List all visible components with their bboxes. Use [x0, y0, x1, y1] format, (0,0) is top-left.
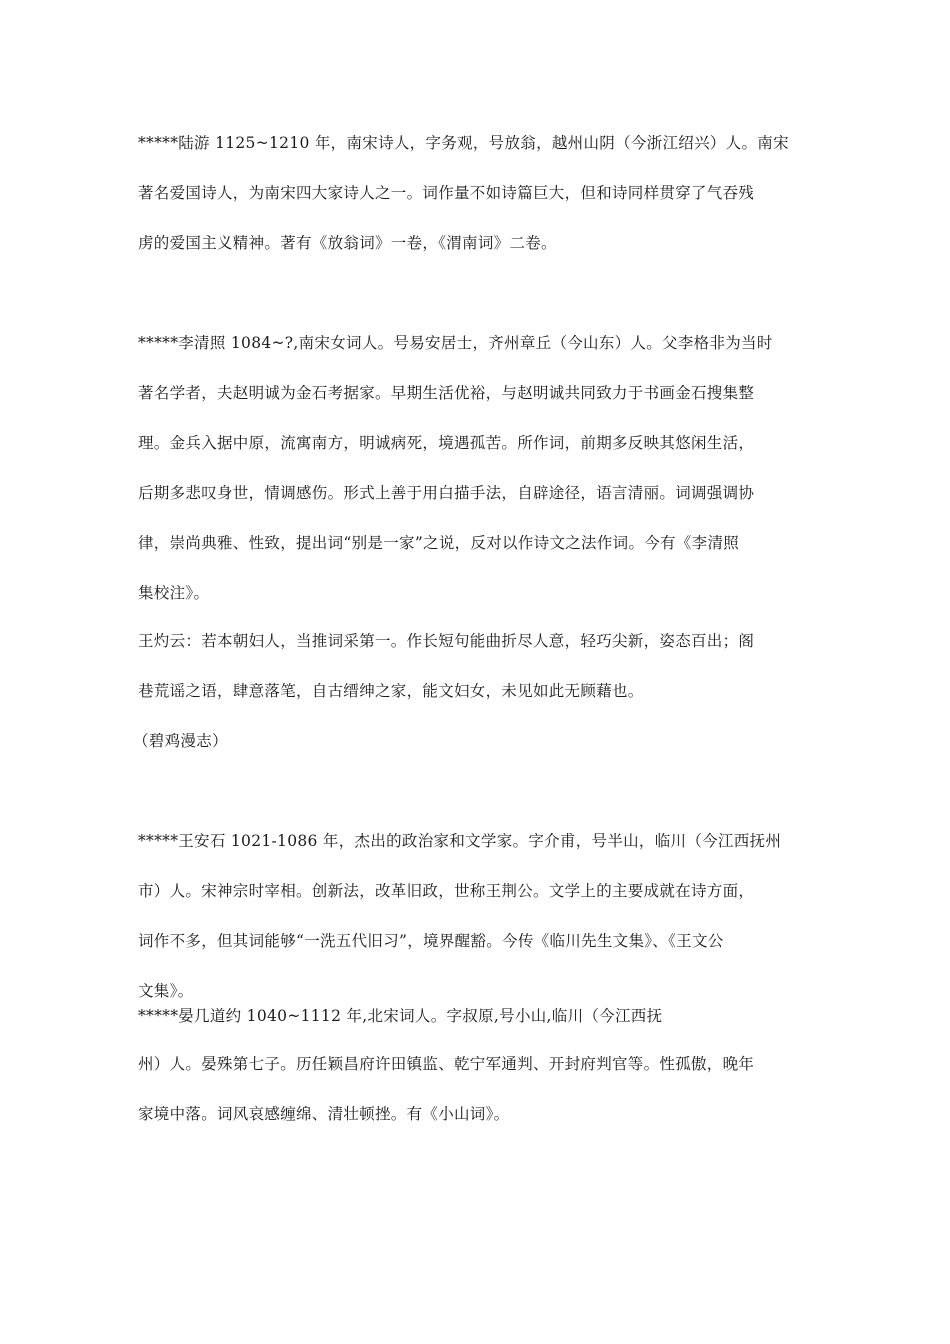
quote-wang-zhuo-line-1: 王灼云：若本朝妇人，当推词采第一。作长短句能曲折尽人意，轻巧尖新，姿态百出；阁: [138, 632, 755, 650]
paragraph-li-qingzhao-line-3: 理。金兵入据中原，流寓南方，明诚病死，境遇孤苦。所作词，前期多反映其悠闲生活，: [138, 434, 755, 452]
paragraph-li-qingzhao-line-1: *****李清照 1084~?,南宋女词人。号易安居士，齐州章丘（今山东）人。父李格非为当时: [138, 334, 773, 352]
paragraph-li-qingzhao-line-6: 集校注》。: [138, 584, 210, 602]
paragraph-lu-you-line-3: 虏的爱国主义精神。著有《放翁词》一卷，《渭南词》二卷。: [138, 234, 557, 252]
paragraph-li-qingzhao-line-4: 后期多悲叹身世，情调感伤。形式上善于用白描手法，自辟途径，语言清丽。词调强调协: [138, 484, 755, 502]
paragraph-wang-anshi-line-3: 词作不多，但其词能够“一洗五代旧习”，境界醒豁。今传《临川先生文集》、《王文公: [138, 932, 724, 950]
paragraph-lu-you-line-2: 著名爱国诗人，为南宋四大家诗人之一。词作量不如诗篇巨大，但和诗同样贯穿了气吞残: [138, 184, 755, 202]
paragraph-wang-anshi-line-4: 文集》。: [138, 982, 194, 1000]
quote-source: （碧鸡漫志）: [133, 732, 228, 750]
paragraph-li-qingzhao-line-2: 著名学者，夫赵明诚为金石考据家。早期生活优裕，与赵明诚共同致力于书画金石搜集整: [138, 384, 755, 402]
paragraph-yan-jidao-line-2: 州）人。晏殊第七子。历任颖昌府许田镇监、乾宁军通判、开封府判官等。性孤傲，晚年: [138, 1055, 755, 1073]
paragraph-yan-jidao-line-1: *****晏几道约 1040~1112 年,北宋词人。字叔原,号小山,临川（今江西抚: [138, 1007, 663, 1025]
paragraph-lu-you-line-1: *****陆游 1125~1210 年，南宋诗人，字务观，号放翁，越州山阴（今浙江绍兴）人。南宋: [138, 134, 789, 152]
paragraph-li-qingzhao-line-5: 律，崇尚典雅、性致，提出词“别是一家”之说，反对以作诗文之法作词。今有《李清照: [138, 534, 740, 552]
quote-wang-zhuo-line-2: 巷荒谣之语，肆意落笔，自古缙绅之家，能文妇女，未见如此无顾藉也。: [138, 682, 644, 700]
paragraph-wang-anshi-line-1: *****王安石 1021-1086 年，杰出的政治家和文学家。字介甫，号半山，临川（今江西抚州: [138, 832, 782, 850]
paragraph-wang-anshi-line-2: 市）人。宋神宗时宰相。创新法，改革旧政，世称王荆公。文学上的主要成就在诗方面，: [138, 882, 755, 900]
paragraph-yan-jidao-line-3: 家境中落。词风哀感缠绵、清壮顿挫。有《小山词》。: [138, 1105, 510, 1123]
